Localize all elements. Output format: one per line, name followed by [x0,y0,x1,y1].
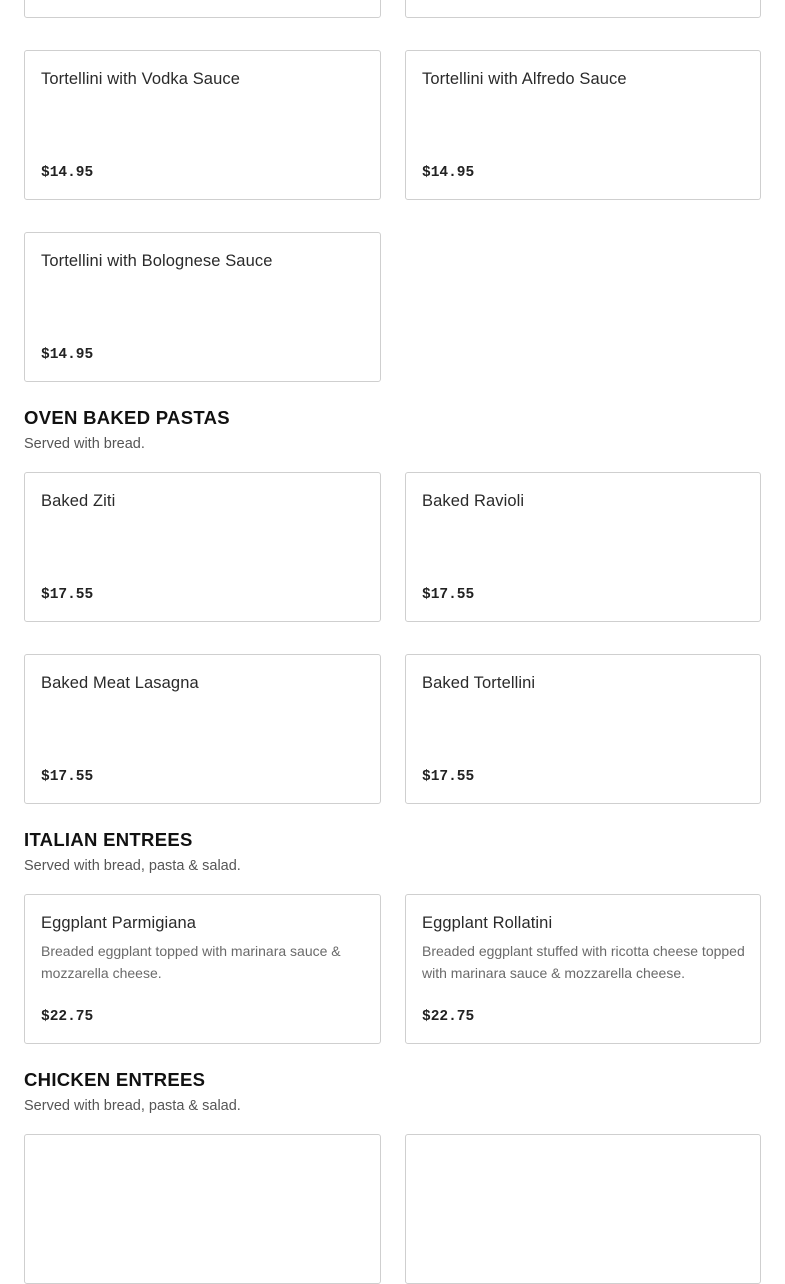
menu-item-price: $17.55 [422,587,475,603]
menu-item-name: Tortellini with Alfredo Sauce [422,70,627,88]
section-subtitle: Served with bread, pasta & salad. [24,1098,241,1114]
menu-item-name: Eggplant Rollatini [422,914,553,932]
section-title: ITALIAN ENTREES [24,829,193,850]
menu-item-price: $22.75 [422,1009,475,1025]
section-title: OVEN BAKED PASTAS [24,407,230,428]
menu-item-card[interactable] [405,472,761,622]
menu-item-name: Eggplant Parmigiana [41,914,197,932]
menu-item-name: Baked Ravioli [422,492,525,510]
menu-item-price: $14.95 [41,347,94,363]
menu-item-description: Breaded eggplant stuffed with ricotta cheese topped with marinara sauce & mozzarella cheese. [422,943,745,981]
menu-item-name: Baked Meat Lasagna [41,674,199,692]
menu-item-card[interactable] [24,894,381,1044]
menu-item-name: Baked Ziti [41,492,116,510]
menu-item-card[interactable] [24,232,381,382]
menu-item-card[interactable] [405,894,761,1044]
menu-item-name: Tortellini with Vodka Sauce [41,70,240,88]
menu-item-card[interactable] [405,654,761,804]
menu-item-card[interactable] [24,472,381,622]
menu-item-price: $17.55 [41,769,94,785]
menu-item-name: Tortellini with Bolognese Sauce [41,252,273,270]
section-subtitle: Served with bread, pasta & salad. [24,858,241,874]
menu-item-price: $17.55 [41,587,94,603]
menu-item-description: Breaded eggplant topped with marinara sauce & mozzarella cheese. [41,943,341,981]
menu-item-card[interactable] [24,654,381,804]
menu-item-card-partial[interactable] [24,0,381,18]
menu-item-name: Baked Tortellini [422,674,536,692]
menu-item-price: $17.55 [422,769,475,785]
menu-item-card-partial[interactable] [405,1134,761,1284]
menu-item-card[interactable] [24,50,381,200]
menu-item-card-partial[interactable] [24,1134,381,1284]
menu-item-price: $14.95 [41,165,94,181]
menu-item-price: $22.75 [41,1009,94,1025]
section-subtitle: Served with bread. [24,436,145,452]
section-title: CHICKEN ENTREES [24,1069,206,1090]
menu-item-price: $14.95 [422,165,475,181]
menu-item-card[interactable] [405,50,761,200]
menu-item-card-partial[interactable] [405,0,761,18]
